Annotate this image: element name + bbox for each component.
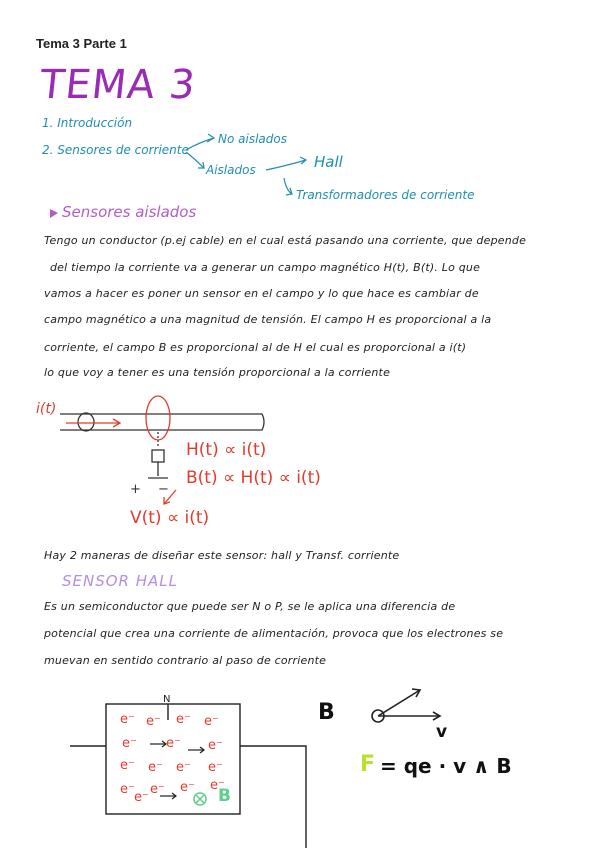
electron: e⁻ [166,736,181,751]
plus-sign: + [130,482,141,497]
section-heading-aislados: Sensores aislados [62,203,197,221]
aislados-line-4: campo magnético a una magnitud de tensión. El campo H es proporcional a la [44,313,492,326]
outline-transformadores: Transformadores de corriente [296,188,475,202]
b-field-label: B [318,700,335,725]
outline-aislados: Aislados [206,163,256,177]
aislados-line-6: lo que voy a tener es una tensión proporcional a la corriente [44,366,391,379]
velocity-label: v [436,722,448,742]
electron: e⁻ [146,714,161,729]
h-relation: H(t) ∝ i(t) [186,440,267,460]
page-title: TEMA 3 [37,62,199,108]
electron: e⁻ [120,758,135,773]
hall-line-2: potencial que crea una corriente de alimentación, provoca que los electrones se [44,627,504,640]
electron: e⁻ [208,738,223,753]
minus-sign: − [158,482,169,497]
outline-item-1: 1. Introducción [42,116,133,130]
aislados-line-2: del tiempo la corriente va a generar un campo magnético H(t), B(t). Lo que [50,261,481,274]
section-heading-hall: SENSOR HALL [62,572,178,590]
electron: e⁻ [122,736,137,751]
force-symbol: F [360,752,376,777]
electron: e⁻ [120,782,135,797]
plate-top-label: N [163,694,171,705]
electron: e⁻ [120,712,135,727]
aislados-line-1: Tengo un conductor (p.ej cable) en el cual está pasando una corriente, que depende [44,234,527,247]
electron: e⁻ [176,760,191,775]
hall-line-3: muevan en sentido contrario al paso de corriente [44,654,327,667]
electron: e⁻ [208,760,223,775]
force-direction-arrow [378,690,420,716]
electron: e⁻ [134,790,149,805]
force-formula: = qe · v ∧ B [380,754,512,778]
hall-line-1: Es un semiconductor que puede ser N o P, se le aplica una diferencia de [44,600,456,613]
plate-b-label: B [218,786,231,806]
page-header: Tema 3 Parte 1 [36,36,127,51]
electron: e⁻ [204,714,219,729]
outline-item-2: 2. Sensores de corriente [42,143,189,157]
aislados-line-3: vamos a hacer es poner un sensor en el campo y lo que hace es cambiar de [44,287,479,300]
design-line: Hay 2 maneras de diseñar este sensor: hall y Transf. corriente [44,549,400,562]
outline-hall: Hall [314,153,343,171]
electron: e⁻ [176,712,191,727]
electron: e⁻ [180,780,195,795]
current-label: i(t) [36,401,57,417]
outline-no-aislados: No aislados [218,132,287,146]
electron: e⁻ [150,782,165,797]
electron: e⁻ [148,760,163,775]
v-relation: V(t) ∝ i(t) [130,508,210,528]
electron: e⁻ [210,778,225,793]
b-relation: B(t) ∝ H(t) ∝ i(t) [186,468,321,488]
aislados-line-5: corriente, el campo B es proporcional al de H el cual es proporcional a i(t) [44,341,467,354]
